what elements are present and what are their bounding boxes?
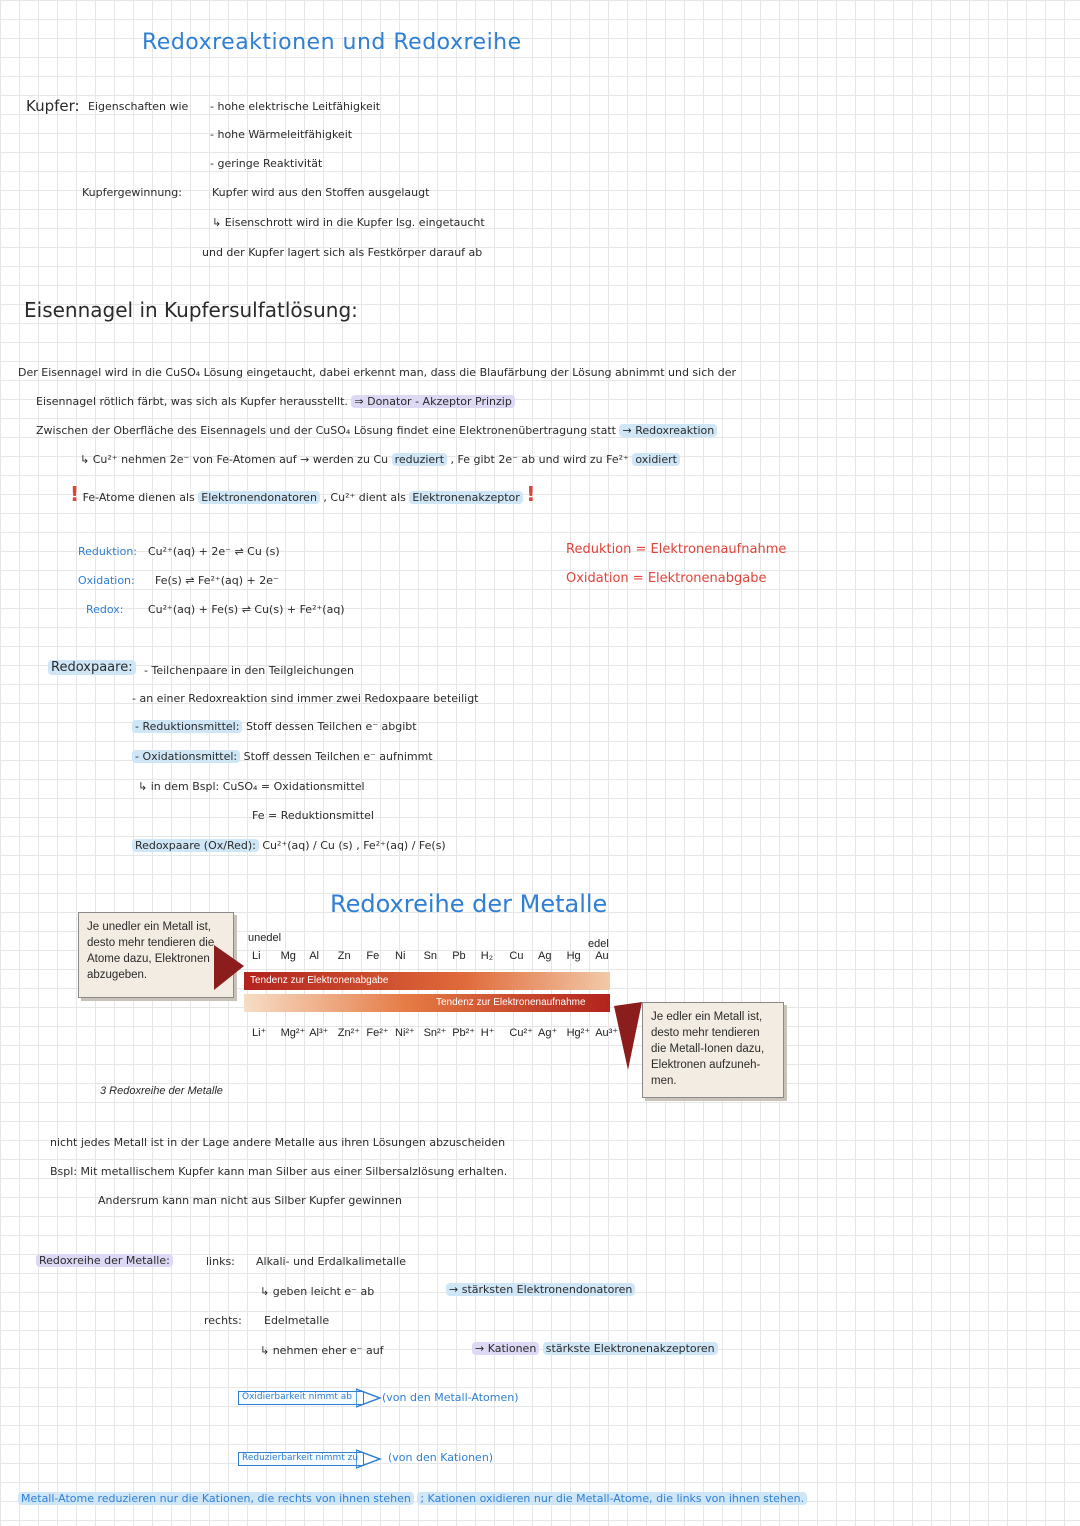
footer-line [18, 1492, 807, 1505]
reihe-label-wrap [36, 1254, 173, 1267]
redoxpaare-line-7 [132, 839, 446, 852]
eisennagel-line-4c: , Fe gibt 2e⁻ ab und wird zu Fe²⁺ [450, 453, 629, 466]
eisennagel-line-2-text: Eisennagel rötlich färbt, was sich als Kupfer herausstellt. [36, 395, 348, 408]
figure-caption: 3 Redoxreihe der Metalle [100, 1085, 223, 1097]
definition-oxidation: Oxidation = Elektronenabgabe [566, 571, 767, 586]
bar-electron-donation [244, 972, 610, 990]
edel-info-box: Je edler ein Metall ist, desto mehr tendieren die Metall-Ionen dazu, Elektronen aufzuneh-men. [642, 1002, 784, 1098]
eisennagel-line-4a: ↳ Cu²⁺ nehmen 2e⁻ von Fe-Atomen auf → werden zu Cu [80, 453, 389, 466]
oxidationsmittel-highlight: - Oxidationsmittel: [132, 750, 240, 763]
eisennagel-line-4 [80, 453, 680, 466]
arrow-right-icon [356, 1446, 382, 1472]
redox-label: Redox: [86, 603, 124, 616]
reduktion-label: Reduktion: [78, 545, 138, 558]
oxidation-label: Oxidation: [78, 574, 135, 587]
kupfer-label: Kupfer: [26, 97, 80, 115]
left-pointer-icon [214, 945, 244, 990]
ions-11: Hg²⁺ [566, 1027, 591, 1039]
redoxpaare-line-6: Fe = Reduktionsmittel [252, 809, 374, 822]
reduziert-highlight: reduziert [392, 453, 447, 466]
gewinnung-line-2: ↳ Eisenschrott wird in die Kupfer lsg. eingetaucht [212, 216, 485, 229]
page-title: Redoxreaktionen und Redoxreihe [142, 30, 522, 55]
oxidierbarkeit-label: Oxidierbarkeit nimmt ab [242, 1392, 352, 1402]
exclamation-icon: ! [526, 482, 536, 506]
exclamation-icon: ! [70, 482, 80, 506]
nicht-line-3: Andersrum kann man nicht aus Silber Kupfer gewinnen [98, 1194, 402, 1207]
redoxpaare-line-2: - an einer Redoxreaktion sind immer zwei Redoxpaare beteiligt [132, 692, 479, 705]
definition-reduktion: Reduktion = Elektronenaufnahme [566, 542, 787, 557]
ions-12: Au³⁺ [595, 1027, 619, 1039]
metals-3: Zn [337, 950, 351, 962]
kupfer-prop-1: - hohe elektrische Leitfähigkeit [210, 100, 381, 113]
kupfer-props-intro: Eigenschaften wie [88, 100, 189, 113]
redoxpaare-line-3 [132, 720, 417, 733]
bar-electron-donation-label: Tendenz zur Elektronenabgabe [250, 975, 389, 986]
edel-label: edel [588, 938, 609, 950]
reihe-label: Redoxreihe der Metalle: [36, 1254, 173, 1267]
footer-part-b: ; Kationen oxidieren nur die Metall-Atome, die links von ihnen stehen. [417, 1492, 807, 1505]
metals-1: Mg [280, 950, 296, 962]
ions-9: Cu²⁺ [509, 1027, 533, 1039]
ions-7: Pb²⁺ [452, 1027, 476, 1039]
oxidationsmittel-def: Stoff dessen Teilchen e⁻ aufnimmt [243, 750, 433, 763]
oxidierbarkeit-arrow [238, 1391, 364, 1405]
unedel-info-box: Je unedler ein Metall ist, desto mehr tendieren die Atome dazu, Elektronen abzugeben. [78, 912, 234, 998]
redox-equation: Cu²⁺(aq) + Fe(s) ⇌ Cu(s) + Fe²⁺(aq) [148, 603, 345, 616]
elektronenakzeptoren-highlight: stärkste Elektronenakzeptoren [543, 1342, 718, 1355]
reduktionsmittel-def: Stoff dessen Teilchen e⁻ abgibt [245, 720, 417, 733]
metals-10: Ag [538, 950, 552, 962]
metals-11: Hg [566, 950, 581, 962]
eisennagel-line-2 [36, 395, 515, 408]
nicht-line-2: Bspl: Mit metallischem Kupfer kann man Silber aus einer Silbersalzlösung erhalten. [50, 1165, 508, 1178]
redoxpaare-line-1: - Teilchenpaare in den Teilgleichungen [144, 664, 354, 677]
reihe-rechts: rechts: [204, 1314, 242, 1327]
arrow-right-icon [356, 1385, 382, 1411]
metals-5: Ni [395, 950, 406, 962]
redoxpaare-label-wrap [48, 660, 136, 675]
eisennagel-line-5c: , Cu²⁺ dient als [323, 491, 406, 504]
elektronendonatoren-highlight: Elektronendonatoren [198, 491, 320, 504]
eisennagel-heading: Eisennagel in Kupfersulfatlösung: [24, 298, 358, 322]
ions-0: Li⁺ [252, 1027, 267, 1039]
ions-row [244, 1026, 624, 1044]
redoxpaare-line-5: ↳ in dem Bspl: CuSO₄ = Oxidationsmittel [138, 780, 365, 793]
metals-2: Al [309, 950, 319, 962]
metals-12: Au [595, 950, 609, 962]
reihe-links-sub: ↳ geben leicht e⁻ ab [260, 1285, 375, 1298]
reduktionsmittel-highlight: - Reduktionsmittel: [132, 720, 242, 733]
gewinnung-line-3: und der Kupfer lagert sich als Festkörper darauf ab [202, 246, 483, 259]
gewinnung-line-1: Kupfer wird aus den Stoffen ausgelaugt [212, 186, 430, 199]
footer-part-a: Metall-Atome reduzieren nur die Kationen, die rechts von ihnen stehen [18, 1492, 414, 1505]
figure-heading: Redoxreihe der Metalle [330, 890, 608, 918]
oxidierbarkeit-note: (von den Metall-Atomen) [382, 1391, 519, 1404]
kationen-highlight: → Kationen [472, 1342, 539, 1355]
metals-6: Sn [423, 950, 438, 962]
ions-10: Ag⁺ [538, 1027, 558, 1039]
oxidation-equation: Fe(s) ⇌ Fe²⁺(aq) + 2e⁻ [155, 574, 279, 587]
metals-0: Li [252, 950, 261, 962]
nicht-line-1: nicht jedes Metall ist in der Lage andere Metalle aus ihren Lösungen abzuscheiden [50, 1136, 506, 1149]
eisennagel-line-5a: Fe-Atome dienen als [82, 491, 195, 504]
ions-3: Zn²⁺ [337, 1027, 361, 1039]
reihe-links-result-wrap [446, 1283, 635, 1296]
reihe-rechts-sub: ↳ nehmen eher e⁻ auf [260, 1344, 384, 1357]
reihe-rechts-result [472, 1342, 718, 1355]
reduzierbarkeit-label: Reduzierbarkeit nimmt zu [242, 1453, 359, 1463]
ions-4: Fe²⁺ [366, 1027, 389, 1039]
redoxpaare-line-4 [132, 750, 433, 763]
ions-6: Sn²⁺ [423, 1027, 447, 1039]
redoxpaare-oxred-highlight: Redoxpaare (Ox/Red): [132, 839, 259, 852]
metals-8: H₂ [480, 950, 494, 962]
ions-5: Ni²⁺ [395, 1027, 415, 1039]
redoxpaare-pairs: Cu²⁺(aq) / Cu (s) , Fe²⁺(aq) / Fe(s) [262, 839, 446, 852]
reihe-links-result: → stärksten Elektronendonatoren [446, 1283, 635, 1296]
eisennagel-line-3 [36, 424, 717, 437]
kupfer-prop-3: - geringe Reaktivität [210, 157, 323, 170]
gewinnung-label: Kupfergewinnung: [82, 186, 182, 199]
reihe-rechts-text: Edelmetalle [264, 1314, 330, 1327]
metals-9: Cu [509, 950, 524, 962]
elektronenakzeptor-highlight: Elektronenakzeptor [409, 491, 522, 504]
redoxreaktion-highlight: → Redoxreaktion [619, 424, 717, 437]
eisennagel-line-1: Der Eisennagel wird in die CuSO₄ Lösung eingetaucht, dabei erkennt man, dass die Blaufärbung der Lösung abnimmt und sich der [18, 366, 737, 379]
bar-electron-acceptance-label: Tendenz zur Elektronenaufnahme [436, 997, 586, 1008]
metals-4: Fe [366, 950, 380, 962]
metals-row [244, 950, 624, 968]
ions-8: H⁺ [480, 1027, 495, 1039]
oxidiert-highlight: oxidiert [632, 453, 680, 466]
bar-electron-acceptance [244, 994, 610, 1012]
metals-7: Pb [452, 950, 466, 962]
eisennagel-line-5 [70, 482, 535, 506]
reduktion-equation: Cu²⁺(aq) + 2e⁻ ⇌ Cu (s) [148, 545, 280, 558]
kupfer-prop-2: - hohe Wärmeleitfähigkeit [210, 128, 353, 141]
redoxpaare-label: Redoxpaare: [48, 660, 136, 675]
reduzierbarkeit-arrow [238, 1452, 364, 1466]
reihe-links-text: Alkali- und Erdalkalimetalle [256, 1255, 407, 1268]
eisennagel-line-3-text: Zwischen der Oberfläche des Eisennagels und der CuSO₄ Lösung findet eine Elektronenübertragung statt [36, 424, 616, 437]
ions-1: Mg²⁺ [280, 1027, 306, 1039]
unedel-label: unedel [248, 932, 282, 944]
ions-2: Al³⁺ [309, 1027, 329, 1039]
reihe-links: links: [206, 1255, 235, 1268]
reduzierbarkeit-note: (von den Kationen) [388, 1451, 494, 1464]
donator-akzeptor-highlight: ⇒ Donator - Akzeptor Prinzip [351, 395, 514, 408]
